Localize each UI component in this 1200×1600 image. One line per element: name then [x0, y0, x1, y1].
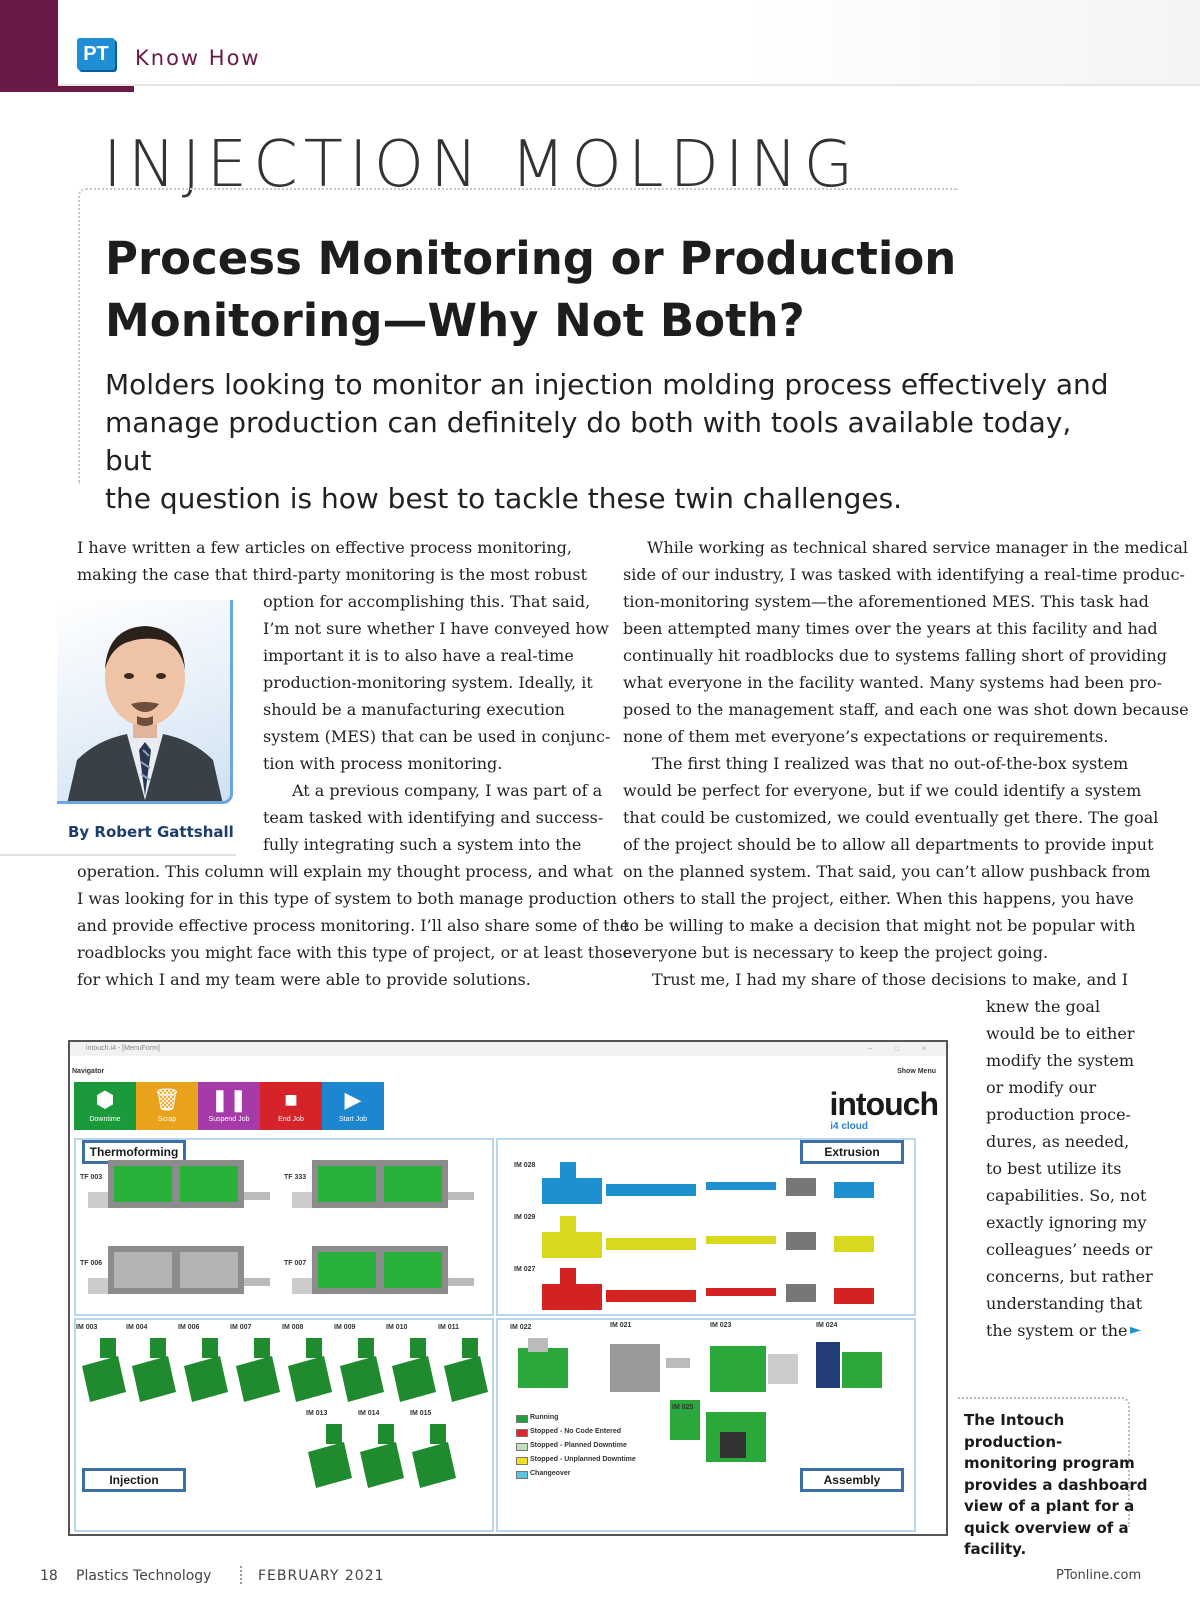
body-line: the system or the [986, 1321, 1128, 1340]
thermoformer-machine [88, 1160, 270, 1208]
pt-logo-badge: PT [77, 38, 115, 70]
machine-label: IM 015 [410, 1410, 432, 1417]
body-line: would be perfect for everyone, but if we could identify a system [623, 781, 1142, 800]
machine-label: IM 013 [306, 1410, 328, 1417]
window-controls: – □ × [867, 1044, 936, 1053]
legend-swatch [516, 1443, 528, 1451]
body-line: side of our industry, I was tasked with identifying a real-time produc- [623, 565, 1185, 584]
body-line: exactly ignoring my [986, 1213, 1147, 1232]
toolbar-label: Suspend Job [208, 1116, 250, 1123]
body-line: knew the goal [986, 997, 1101, 1016]
legend-label: Running [530, 1414, 559, 1421]
injection-machine-row [308, 1424, 456, 1488]
legend-swatch [516, 1429, 528, 1437]
body-line: for which I and my team were able to provide solutions. [77, 970, 531, 989]
body-line: capabilities. So, not [986, 1186, 1147, 1205]
assembly-machine [610, 1344, 690, 1392]
dek-line: Molders looking to monitor an injection molding process effectively and [105, 368, 1109, 401]
body-line: colleagues’ needs or [986, 1240, 1153, 1259]
legend-swatch [516, 1415, 528, 1423]
body-line: production proce- [986, 1105, 1131, 1124]
toolbar-label: Downtime [89, 1116, 121, 1123]
machine-label: IM 027 [514, 1266, 536, 1273]
extrusion-line [542, 1162, 874, 1204]
extrusion-line [542, 1216, 874, 1258]
body-line: At a previous company, I was part of a [292, 781, 603, 800]
body-line: I’m not sure whether I have conveyed how [263, 619, 609, 638]
machine-label: IM 009 [334, 1324, 356, 1331]
legend-item [530, 1442, 627, 1449]
machine-label: IM 011 [438, 1324, 460, 1331]
legend-label: Stopped - No Code Entered [530, 1428, 621, 1435]
body-line: While working as technical shared service manager in the medical [647, 538, 1188, 557]
body-line: dures, as needed, [986, 1132, 1130, 1151]
section-label: Know How [135, 46, 261, 70]
legend-label: Changeover [530, 1470, 571, 1477]
machine-label: IM 010 [386, 1324, 408, 1331]
legend-item [530, 1428, 621, 1435]
dek [105, 366, 1115, 518]
intouch-logo: intouch [829, 1086, 938, 1122]
machine-label: TF 333 [284, 1174, 307, 1181]
body-line: system (MES) that can be used in conjunc- [263, 727, 611, 746]
assembly-machine [710, 1346, 798, 1392]
headline-line: Monitoring—Why Not Both? [105, 294, 805, 347]
body-line: to best utilize its [986, 1159, 1122, 1178]
extrusion-line [542, 1268, 874, 1310]
body-line: team tasked with identifying and success- [263, 808, 604, 827]
headline [105, 228, 1005, 352]
status-legend [512, 1414, 662, 1494]
machine-label: IM 024 [816, 1322, 838, 1329]
play-icon: ▶ [344, 1087, 362, 1112]
machine-label: IM 023 [710, 1322, 732, 1329]
body-line: making the case that third-party monitoring is the most robust [77, 565, 588, 584]
machine-label: IM 014 [358, 1410, 380, 1417]
body-line: concerns, but rather [986, 1267, 1153, 1286]
machine-label: IM 021 [610, 1322, 632, 1329]
assembly-machine [518, 1338, 568, 1388]
dashboard-screenshot [68, 1040, 948, 1536]
trash-icon: 🗑 [153, 1087, 181, 1112]
body-line: been attempted many times over the years at this facility and had [623, 619, 1158, 638]
machine-label: IM 003 [76, 1324, 98, 1331]
body-line: none of them met everyone’s expectations or requirements. [623, 727, 1109, 746]
thermoforming-label[interactable]: Thermoforming [82, 1140, 186, 1164]
legend-label: Stopped - Planned Downtime [530, 1442, 627, 1449]
legend-label: Stopped - Unplanned Downtime [530, 1456, 636, 1463]
author-photo [57, 600, 233, 804]
machine-label: IM 029 [514, 1214, 536, 1221]
injection-machine-row [82, 1338, 488, 1402]
machine-label: TF 007 [284, 1260, 307, 1267]
header-accent-bar [0, 0, 58, 92]
body-line: everyone but is necessary to keep the project going. [623, 943, 1049, 962]
magazine-name: Plastics Technology [76, 1568, 212, 1584]
body-line: I was looking for in this type of system to both manage production [77, 889, 617, 908]
body-line: tion-monitoring system—the aforementioned MES. This task had [623, 592, 1149, 611]
navigator-label: Navigator [72, 1068, 105, 1075]
body-line: production-monitoring system. Ideally, it [263, 673, 593, 692]
body-line: continually hit roadblocks due to systems falling short of providing [623, 646, 1167, 665]
machine-label: IM 028 [514, 1162, 536, 1169]
machine-label: IM 025 [672, 1404, 694, 1411]
continue-arrow-icon: ► [1130, 1322, 1141, 1338]
toolbar-label: Start Job [338, 1116, 367, 1123]
footer-divider [240, 1566, 242, 1584]
body-line: understanding that [986, 1294, 1143, 1313]
machine-label: IM 022 [510, 1324, 532, 1331]
thermoformer-machine [292, 1246, 474, 1294]
toolbar-label: Scrap [157, 1116, 177, 1123]
body-line: modify the system [986, 1051, 1135, 1070]
machine-label: IM 004 [126, 1324, 148, 1331]
injection-label[interactable]: Injection [82, 1468, 186, 1492]
body-line: to be willing to make a decision that might not be popular with [623, 916, 1136, 935]
dek-line: the question is how best to tackle these twin challenges. [105, 482, 903, 515]
body-line: that could be customized, we could eventually get there. The goal [623, 808, 1159, 827]
legend-swatch [516, 1471, 528, 1479]
body-line: I have written a few articles on effective process monitoring, [77, 538, 572, 557]
figure-caption: The Intouch production-monitoring program provides a dashboard view of a plant for a quick overview of a facility. [964, 1411, 1148, 1558]
body-line: would be to either [986, 1024, 1135, 1043]
plant-machines-illustration [70, 1042, 946, 1534]
pause-icon: ❚❚ [210, 1087, 248, 1112]
assembly-label[interactable]: Assembly [800, 1468, 904, 1492]
body-line: what everyone in the facility wanted. Many systems had been pro- [623, 673, 1163, 692]
legend-swatch [516, 1457, 528, 1465]
thermoformer-machine [292, 1160, 474, 1208]
author-portrait-illustration [57, 600, 233, 804]
body-line: option for accomplishing this. That said, [263, 592, 591, 611]
body-line: roadblocks you might face with this type of project, or at least those [77, 943, 632, 962]
body-line: or modify our [986, 1078, 1097, 1097]
machine-label: IM 007 [230, 1324, 252, 1331]
header-accent-underline [58, 86, 134, 92]
website-link[interactable]: PTonline.com [1056, 1568, 1142, 1583]
show-menu-button[interactable]: Show Menu [897, 1068, 936, 1075]
body-line: important it is to also have a real-time [263, 646, 574, 665]
issue-date: FEBRUARY 2021 [258, 1568, 385, 1584]
header-band [58, 0, 1200, 86]
assembly-machine [816, 1342, 882, 1388]
machine-label: TF 006 [80, 1260, 103, 1267]
body-line: Trust me, I had my share of those decisions to make, and I [652, 970, 1129, 989]
body-line: operation. This column will explain my thought process, and what [77, 862, 613, 881]
intouch-logo-sub: i4 cloud [830, 1121, 868, 1132]
body-line: should be a manufacturing execution [263, 700, 565, 719]
body-line: of the project should be to allow all departments to provide input [623, 835, 1154, 854]
downtime-icon: ⬢ [95, 1087, 115, 1112]
machine-label: TF 003 [80, 1174, 103, 1181]
legend-item [530, 1470, 570, 1477]
byline-divider [0, 854, 236, 856]
department-title: INJECTION MOLDING [103, 128, 860, 202]
headline-line: Process Monitoring or Production [105, 232, 957, 285]
dek-line: manage production can definitely do both with tools available today, but [105, 406, 1072, 477]
body-line: The first thing I realized was that no out-of-the-box system [652, 754, 1129, 773]
body-line: tion with process monitoring. [263, 754, 503, 773]
thermoformer-machine [88, 1246, 270, 1294]
toolbar-label: End Job [278, 1116, 304, 1123]
legend-item [530, 1456, 636, 1463]
legend-item [530, 1414, 558, 1421]
body-line: on the planned system. That said, you can’t allow pushback from [623, 862, 1151, 881]
body-line: others to stall the project, either. When this happens, you have [623, 889, 1134, 908]
extrusion-label[interactable]: Extrusion [800, 1140, 904, 1164]
window-title: intouch.i4 - [MenuForm] [70, 1042, 946, 1056]
body-line: posed to the management staff, and each one was shot down because [623, 700, 1189, 719]
body-line: and provide effective process monitoring. I’ll also share some of the [77, 916, 630, 935]
machine-label: IM 006 [178, 1324, 200, 1331]
stop-icon: ■ [284, 1087, 298, 1112]
page-number: 18 [40, 1568, 58, 1584]
machine-label: IM 008 [282, 1324, 304, 1331]
body-line: fully integrating such a system into the [263, 835, 582, 854]
byline: By Robert Gattshall [68, 823, 234, 841]
